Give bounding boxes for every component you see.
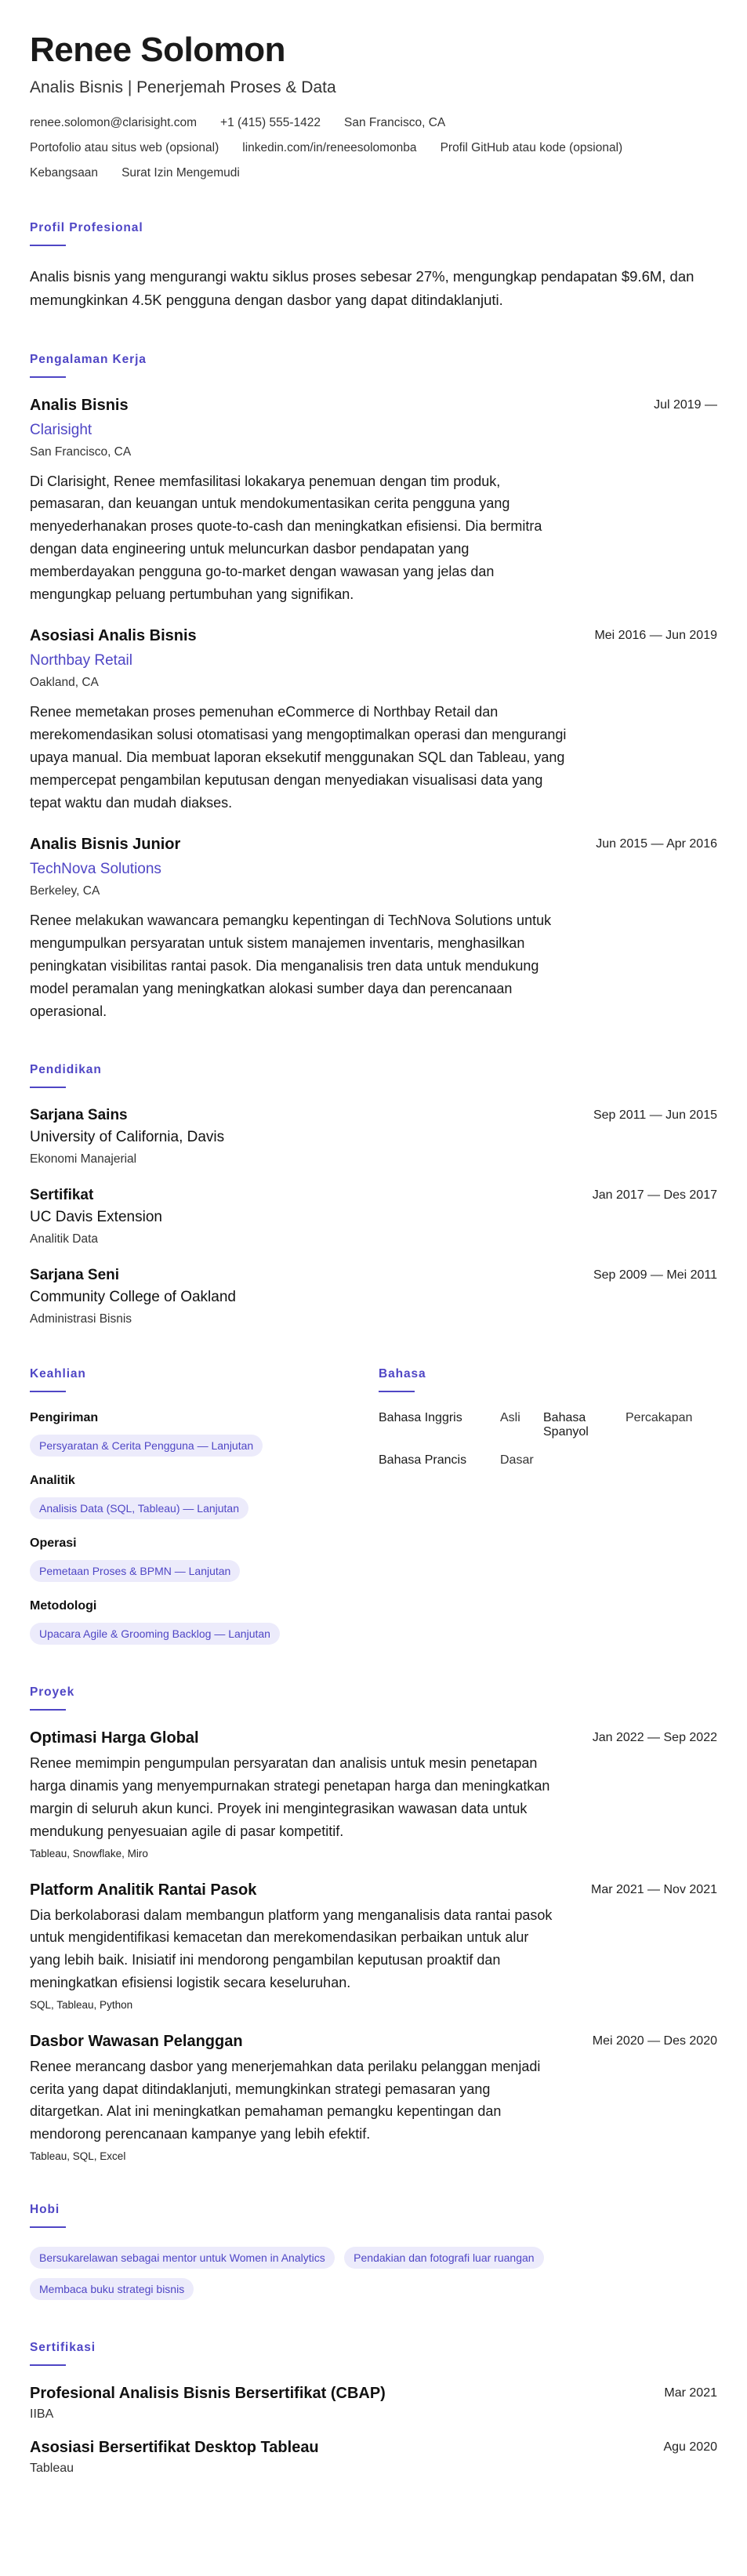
skill-group — [30, 1599, 379, 1645]
language-level: Dasar — [500, 1453, 534, 1468]
project-name: Platform Analitik Rantai Pasok — [30, 1881, 257, 1899]
contact-email[interactable]: renee.solomon@clarisight.com — [30, 116, 198, 130]
language-level: Percakapan — [626, 1411, 693, 1425]
section-title: Profil Profesional — [30, 221, 143, 235]
section-divider — [30, 1087, 66, 1088]
project-description: Renee merancang dasbor yang menerjemahkan data perilaku pelanggan menjadi cerita yang dapat ditindaklanjuti, memungkinkan strategi pemasaran yang ditargetkan. Alat ini meningkatkan pemahaman pemangku kepentingan dan mendorong perencanaan kampanye yang lebih efektif. — [30, 2058, 541, 2142]
skill-group — [30, 1474, 379, 1519]
skill-category: Operasi — [30, 1537, 77, 1551]
skill-chip: Upacara Agile & Grooming Backlog — Lanjutan — [30, 1623, 280, 1645]
job-company: TechNova Solutions — [30, 861, 161, 878]
language-name: Bahasa Inggris — [379, 1411, 462, 1425]
skill-group — [30, 1537, 379, 1582]
resume-header — [30, 31, 717, 180]
job-title: Analis Bisnis Junior — [30, 836, 181, 854]
experience-section — [30, 353, 717, 1023]
candidate-headline: Analis Bisnis | Penerjemah Proses & Data — [30, 78, 336, 97]
job-description: Renee melakukan wawancara pemangku kepentingan di TechNova Solutions untuk mengumpulkan persyaratan untuk sistem manajemen inventaris, menghasilkan peningkatan visibilitas rantai pasok. Dia menganalisis tren data untuk mendukung model peramalan yang meningkatkan alokasi sumber daya dan perencanaan operasional. — [30, 912, 552, 1019]
contact-row-links — [30, 141, 717, 155]
project-entry — [30, 1881, 717, 2011]
project-dates: Mar 2021 — Nov 2021 — [591, 1882, 717, 1896]
certification-date: Agu 2020 — [663, 2440, 717, 2454]
section-divider — [379, 1391, 415, 1392]
project-entry — [30, 1729, 717, 1859]
candidate-name: Renee Solomon — [30, 31, 285, 69]
section-divider — [30, 2364, 66, 2366]
job-description: Di Clarisight, Renee memfasilitasi lokakarya penemuan dengan tim produk, pemasaran, dan keuangan untuk mendokumentasikan cerita pengguna yang menyederhanakan proses quote-to-cash dan meningkatkan efisiensi. Dia bermitra dengan data engineering untuk meluncurkan dasbor pendapatan yang memberdayakan pengguna go-to-market dengan wawasan yang jelas dan mengungkap peluang pertumbuhan yang signifikan. — [30, 473, 542, 602]
project-name: Dasbor Wawasan Pelanggan — [30, 2032, 243, 2050]
project-tools: Tableau, Snowflake, Miro — [30, 1847, 148, 1859]
contact-row-extra — [30, 166, 717, 180]
job-location: Berkeley, CA — [30, 884, 100, 898]
edu-dates: Jan 2017 — Des 2017 — [592, 1188, 717, 1203]
job-company: Northbay Retail — [30, 652, 132, 669]
certification-name: Profesional Analisis Bisnis Bersertifikat (CBAP) — [30, 2384, 386, 2402]
section-divider — [30, 2226, 66, 2228]
summary-section — [30, 221, 717, 311]
summary-text: Analis bisnis yang mengurangi waktu siklus proses sebesar 27%, mengungkap pendapatan $9.6M, dan memungkinkan 4.5K pengguna dengan dasbor yang dapat ditindaklanjuti. — [30, 268, 694, 308]
section-divider — [30, 245, 66, 246]
hobby-chip: Pendakian dan fotografi luar ruangan — [344, 2247, 543, 2269]
experience-entry — [30, 397, 717, 606]
certifications-section — [30, 2341, 717, 2476]
section-title: Proyek — [30, 1685, 75, 1700]
job-location: Oakland, CA — [30, 676, 99, 690]
contact-portfolio[interactable]: Portofolio atau situs web (opsional) — [30, 141, 219, 155]
certification-name: Asosiasi Bersertifikat Desktop Tableau — [30, 2438, 319, 2456]
contact-license: Surat Izin Mengemudi — [121, 166, 240, 180]
certification-date: Mar 2021 — [664, 2386, 717, 2400]
skill-category: Analitik — [30, 1474, 75, 1488]
skill-group — [30, 1411, 379, 1457]
languages-section — [379, 1367, 717, 1645]
hobby-chip: Membaca buku strategi bisnis — [30, 2278, 194, 2300]
language-name: Bahasa Prancis — [379, 1453, 467, 1468]
hobby-chip: Bersukarelawan sebagai mentor untuk Women in Analytics — [30, 2247, 335, 2269]
skills-section — [30, 1367, 379, 1645]
job-location: San Francisco, CA — [30, 444, 132, 459]
edu-degree: Sarjana Sains — [30, 1107, 128, 1124]
section-divider — [30, 376, 66, 378]
job-company: Clarisight — [30, 421, 92, 438]
language-name: Bahasa Spanyol — [543, 1411, 589, 1439]
project-name: Optimasi Harga Global — [30, 1729, 199, 1747]
education-entry — [30, 1187, 717, 1246]
contact-phone[interactable]: +1 (415) 555-1422 — [220, 116, 321, 130]
edu-dates: Sep 2009 — Mei 2011 — [593, 1268, 717, 1283]
edu-degree: Sertifikat — [30, 1187, 94, 1204]
skill-chip: Persyaratan & Cerita Pengguna — Lanjutan — [30, 1435, 263, 1457]
job-title: Analis Bisnis — [30, 396, 129, 414]
project-tools: SQL, Tableau, Python — [30, 1998, 133, 2011]
section-title: Pendidikan — [30, 1063, 102, 1077]
job-dates: Jul 2019 — — [654, 397, 717, 412]
section-divider — [30, 1391, 66, 1392]
language-level: Asli — [500, 1411, 520, 1425]
project-dates: Mei 2020 — Des 2020 — [592, 2034, 717, 2048]
section-title: Hobi — [30, 2202, 60, 2216]
project-description: Renee memimpin pengumpulan persyaratan dan analisis untuk mesin penetapan harga dinamis yang menyempurnakan strategi penetapan harga dan meningkatkan margin di seluruh akun kunci. Proyek ini mengintegrasikan wawasan data untuk mendukung penyesuaian agile di pasar kompetitif. — [30, 1755, 550, 1839]
certification-issuer: IIBA — [30, 2407, 54, 2421]
contact-location: San Francisco, CA — [344, 116, 446, 130]
project-description: Dia berkolaborasi dalam membangun platform yang menganalisis data rantai pasok untuk mengidentifikasi kemacetan dan merekomendasikan perbaikan untuk alur yang lebih baik. Inisiatif ini mendorong pengambilan keputusan proaktif dan meningkatkan efisiensi logistik secara keseluruhan. — [30, 1907, 553, 1990]
section-divider — [30, 1709, 66, 1711]
job-dates: Mei 2016 — Jun 2019 — [594, 629, 717, 643]
section-title: Bahasa — [379, 1367, 426, 1381]
edu-school: UC Davis Extension — [30, 1209, 162, 1226]
job-description: Renee memetakan proses pemenuhan eCommerce di Northbay Retail dan merekomendasikan solusi otomatisasi yang mengoptimalkan operasi dan mengurangi upaya manual. Dia membuat laporan eksekutif menggunakan SQL dan Tableau, yang mempercepat pengambilan keputusan dengan menyediakan visualisasi data yang tepat waktu dan mudah diakses. — [30, 704, 567, 811]
certification-entry — [30, 2439, 717, 2476]
job-dates: Jun 2015 — Apr 2016 — [596, 837, 717, 851]
certification-entry — [30, 2385, 717, 2422]
edu-school: University of California, Davis — [30, 1129, 225, 1146]
projects-section — [30, 1685, 717, 2162]
hobbies-section — [30, 2203, 717, 2300]
edu-field: Analitik Data — [30, 1232, 99, 1246]
education-entry — [30, 1267, 717, 1326]
education-section — [30, 1063, 717, 1326]
contact-github[interactable]: Profil GitHub atau kode (opsional) — [440, 141, 623, 155]
contact-linkedin[interactable]: linkedin.com/in/reneesolomonba — [242, 141, 417, 155]
edu-dates: Sep 2011 — Jun 2015 — [593, 1108, 717, 1123]
project-dates: Jan 2022 — Sep 2022 — [592, 1731, 717, 1745]
section-title: Keahlian — [30, 1367, 86, 1381]
certification-issuer: Tableau — [30, 2461, 74, 2475]
project-tools: Tableau, SQL, Excel — [30, 2150, 126, 2162]
section-title: Sertifikasi — [30, 2340, 96, 2354]
project-entry — [30, 2033, 717, 2162]
contact-citizenship: Kebangsaan — [30, 166, 99, 180]
section-title: Pengalaman Kerja — [30, 352, 147, 366]
skills-languages-row — [30, 1367, 717, 1645]
skill-chip: Analisis Data (SQL, Tableau) — Lanjutan — [30, 1497, 248, 1519]
skill-category: Pengiriman — [30, 1411, 99, 1425]
edu-field: Administrasi Bisnis — [30, 1312, 132, 1326]
edu-school: Community College of Oakland — [30, 1289, 236, 1306]
edu-field: Ekonomi Manajerial — [30, 1152, 137, 1166]
edu-degree: Sarjana Seni — [30, 1267, 120, 1284]
skill-category: Metodologi — [30, 1599, 97, 1613]
languages-grid — [379, 1411, 717, 1468]
contact-row-primary — [30, 116, 717, 130]
experience-entry — [30, 836, 717, 1022]
experience-entry — [30, 627, 717, 814]
skill-chip: Pemetaan Proses & BPMN — Lanjutan — [30, 1560, 240, 1582]
education-entry — [30, 1107, 717, 1166]
job-title: Asosiasi Analis Bisnis — [30, 627, 197, 645]
